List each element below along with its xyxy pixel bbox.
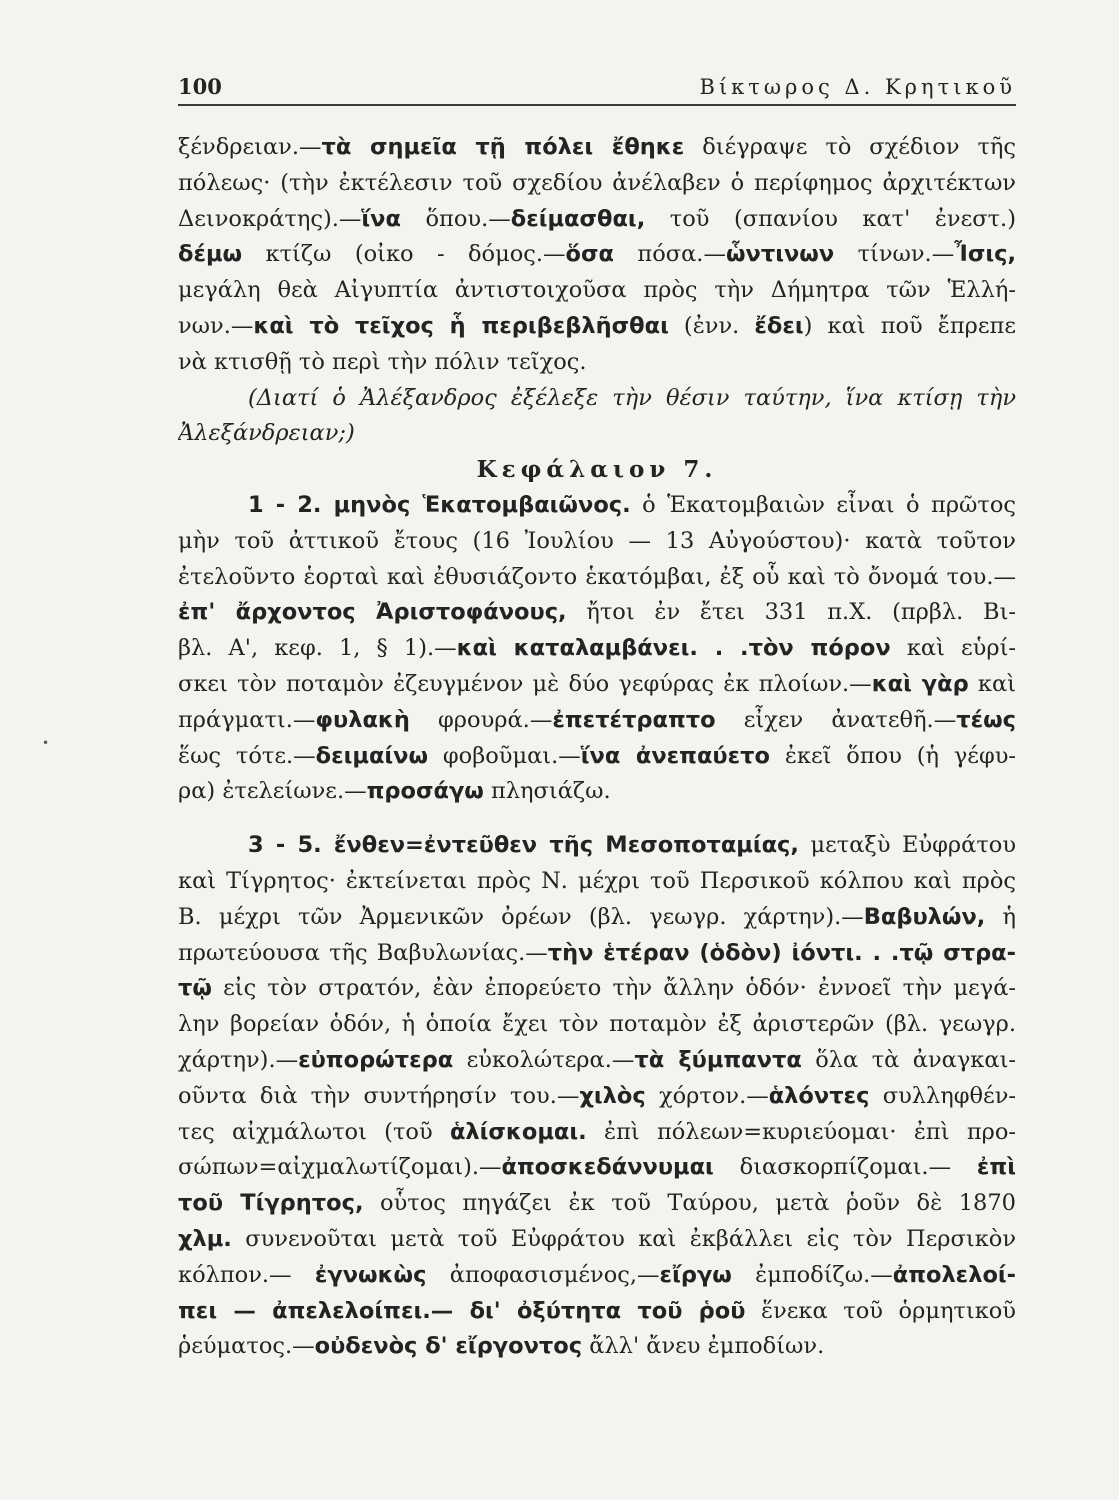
text-line <box>178 345 1016 381</box>
gloss-text: Δεινοκράτης).— <box>178 205 362 232</box>
gloss-text: μεταξὺ Εὐφράτου <box>798 832 1016 859</box>
gloss-text: διέγραψε τὸ σχέδιον τῆς <box>684 134 1016 160</box>
lemma-term: Βαβυλών, <box>863 903 986 930</box>
running-title: Βίκτωρος Δ. Κρητικοῦ <box>699 75 1016 99</box>
text-line <box>178 667 1016 703</box>
gloss-text: ἕως τότε.— <box>178 742 316 769</box>
gloss-text: πράγματι.— <box>178 706 316 733</box>
gloss-text: (ἐνν. <box>668 312 755 339</box>
gloss-text: πλησιάζω. <box>483 778 611 805</box>
text-line <box>178 971 1016 1007</box>
text-line <box>178 774 1016 810</box>
gloss-text: μὴν τοῦ ἀττικοῦ ἔτους (16 Ἰουλίου — 13 Αὐγούστου)· κατὰ τοῦτον <box>178 527 1016 554</box>
gloss-text: ἐμποδίζω.— <box>731 1261 893 1288</box>
lemma-term: προσάγω <box>366 778 484 805</box>
gloss-text: καὶ Τίγρητος· ἐκτείνεται πρὸς Ν. μέχρι τοῦ Περσικοῦ κόλπου καὶ πρὸς <box>178 867 1016 894</box>
text-line <box>178 309 1016 345</box>
lemma-term: καὶ γὰρ <box>871 670 969 697</box>
lemma-term: ἐπὶ <box>976 1154 1016 1181</box>
gloss-text: λην βορείαν ὁδόν, ἡ ὁποία ἔχει τὸν ποταμὸν ἐξ ἀριστερῶν (βλ. γεωγρ. <box>178 1011 1016 1038</box>
lemma-term: δείμασθαι, <box>510 205 646 232</box>
gloss-text: Β. μέχρι τῶν Ἀρμενικῶν ὀρέων (βλ. γεωγρ. χάρτην).— <box>178 903 864 930</box>
lemma-term: ἐπ' ἄρχοντος Ἀριστοφάνους, <box>178 599 567 626</box>
gloss-text: ῥεύματος.— <box>178 1333 315 1360</box>
gloss-text: οῦντα διὰ τὴν συντήρησίν του.— <box>178 1082 580 1109</box>
gloss-text: ρα) ἐτελείωνε.— <box>178 778 367 805</box>
gloss-text: νὰ κτισθῇ τὸ περὶ τὴν πόλιν τεῖχος. <box>178 348 587 375</box>
text-line <box>178 936 1016 972</box>
text-line <box>178 900 1016 936</box>
gloss-text: Ἀλεξάνδρειαν;) <box>178 420 355 447</box>
text-line <box>178 739 1016 775</box>
text-line <box>178 1079 1016 1115</box>
gloss-text: συνενοῦται μετὰ τοῦ Εὐφράτου καὶ ἐκβάλλει εἰς τὸν Περσικὸν <box>231 1225 1016 1252</box>
gloss-text: ἡ <box>985 903 1016 930</box>
lemma-term: ἐγνωκὼς <box>314 1261 427 1288</box>
lemma-term: χλμ. <box>178 1225 232 1252</box>
chapter-heading <box>178 452 1016 488</box>
text-line <box>178 524 1016 560</box>
gloss-text: ἐπὶ πόλεων=κυριεύομαι· ἐπὶ προ- <box>586 1118 1016 1145</box>
paragraph-gap <box>178 810 1016 828</box>
gloss-text: ἀποφασισμένος,— <box>426 1261 660 1288</box>
lemma-term: εἴργω <box>659 1261 732 1288</box>
lemma-term: καὶ τὸ τεῖχος ἧ περιβεβλῆσθαι <box>253 312 669 339</box>
gloss-text: φρουρά.— <box>409 706 553 733</box>
text-line <box>178 488 1016 524</box>
lemma-term: ὅσα <box>565 241 614 268</box>
gloss-text: χάρτην).— <box>178 1046 299 1073</box>
text-line <box>178 1043 1016 1079</box>
gloss-text: ἕνεκα τοῦ ὁρμητικοῦ <box>745 1297 1016 1324</box>
text-line <box>178 595 1016 631</box>
lemma-term: πει — ἀπελελοίπει.— δι' ὀξύτητα τοῦ ῥοῦ <box>178 1297 746 1324</box>
lemma-term: ἔδει <box>754 312 804 339</box>
lemma-term: ἁλίσκομαι. <box>449 1118 587 1145</box>
gloss-text: πόσα.— <box>613 241 726 268</box>
gloss-text: ὁ Ἑκατομβαιὼν εἶναι ὁ πρῶτος <box>630 491 1016 518</box>
gloss-text: χόρτον.— <box>645 1082 769 1109</box>
lemma-term: ἁλόντες <box>768 1082 870 1109</box>
gloss-text: εἶχεν ἀνατεθῆ.— <box>715 706 957 733</box>
gloss-text: πόλεως· (τὴν ἐκτέλεσιν τοῦ σχεδίου ἀνέλαβεν ὁ περίφημος ἀρχιτέκτων <box>178 169 1016 196</box>
lemma-term: ἐπετέτραπτο <box>552 706 716 733</box>
gloss-text: μεγάλη θεὰ Αἰγυπτία ἀντιστοιχοῦσα πρὸς τὴν Δήμητρα τῶν Ἑλλή- <box>178 277 1016 304</box>
lemma-term: φυλακὴ <box>315 706 410 733</box>
gloss-text: κτίζω (οἰκο - δόμος.— <box>242 241 566 268</box>
lemma-term: τὰ ξύμπαντα <box>634 1046 802 1073</box>
text-line <box>178 828 1016 864</box>
gloss-text: ἐτελοῦντο ἑορταὶ καὶ ἐθυσιάζοντο ἑκατόμβαι, ἐξ οὗ καὶ τὸ ὄνομά του.— <box>178 563 1016 590</box>
gloss-text: ἐκεῖ ὅπου (ἡ γέφυ- <box>769 742 1016 769</box>
lemma-term: ὧντινων <box>725 241 835 268</box>
text-line <box>178 631 1016 667</box>
lemma-term: τὴν ἑτέραν (ὁδὸν) ἰόντι. . .τῷ στρα- <box>547 939 1016 966</box>
lemma-term: Ἶσις, <box>954 241 1016 268</box>
gloss-text: τες αἰχμάλωτοι (τοῦ <box>178 1118 450 1145</box>
text-line <box>178 1007 1016 1043</box>
question-line <box>178 381 1016 417</box>
gloss-text: εὐκολώτερα.— <box>453 1046 635 1073</box>
lemma-term: ἀπολελοί- <box>892 1261 1016 1288</box>
page-number: 100 <box>178 74 222 99</box>
text-line <box>178 1150 1016 1186</box>
gloss-text: βλ. Α', κεφ. 1, § 1).— <box>178 635 457 662</box>
text-line <box>178 703 1016 739</box>
text-line <box>178 1294 1016 1330</box>
gloss-text: Κεφάλαιον 7. <box>476 456 718 484</box>
gloss-text: καὶ εὑρί- <box>890 635 1016 662</box>
lemma-term: 1 - 2. μηνὸς Ἑκατομβαιῶνος. <box>248 491 631 518</box>
text-line <box>178 560 1016 596</box>
text-line <box>178 1222 1016 1258</box>
header-rule <box>178 104 1016 106</box>
gloss-text: καὶ <box>968 670 1016 697</box>
text-line <box>178 1329 1016 1365</box>
gloss-text: ) καὶ ποῦ ἔπρεπε <box>803 312 1016 339</box>
text-line <box>178 864 1016 900</box>
lemma-term: τέως <box>956 706 1016 733</box>
text-line <box>178 1115 1016 1151</box>
gloss-text: κόλπον.— <box>178 1261 315 1288</box>
gloss-text: σκει τὸν ποταμὸν ἐζευγμένον μὲ δύο γεφύρας ἐκ πλοίων.— <box>178 670 872 697</box>
lemma-term: εὐπορώτερα <box>298 1046 454 1073</box>
gloss-text: διασκορπίζομαι.— <box>713 1154 977 1181</box>
lemma-term: ἀποσκεδάννυμαι <box>501 1154 714 1181</box>
question-line <box>178 416 1016 452</box>
margin-mark: • <box>42 736 50 750</box>
lemma-term: οὐδενὸς δ' εἴργοντος <box>314 1333 583 1360</box>
gloss-text: τίνων.— <box>834 241 955 268</box>
gloss-text: συλληφθέν- <box>869 1082 1016 1109</box>
gloss-text: (Διατί ὁ Ἀλέξανδρος ἐξέλεξε τὴν θέσιν ταύτην, ἵνα κτίσῃ τὴν <box>248 384 1016 411</box>
text-line <box>178 1186 1016 1222</box>
gloss-text: πρωτεύουσα τῆς Βαβυλωνίας.— <box>178 939 548 966</box>
gloss-text: εἰς τὸν στρατόν, ἐὰν ἐπορεύετο τὴν ἄλλην ὁδόν· ἐννοεῖ τὴν μεγά- <box>211 975 1016 1002</box>
gloss-text: ὅπου.— <box>400 205 511 232</box>
lemma-term: τοῦ Τίγρητος, <box>178 1190 364 1217</box>
text-line <box>178 237 1016 273</box>
text-line <box>178 166 1016 202</box>
text-line <box>178 273 1016 309</box>
lemma-term: ἵνα ἀνεπαύετο <box>580 742 770 769</box>
gloss-text: ἄλλ' ἄνευ ἐμποδίων. <box>582 1333 825 1360</box>
gloss-text: ὅλα τὰ ἀναγκαι- <box>801 1046 1016 1073</box>
lemma-term: δειμαίνω <box>315 742 429 769</box>
text-line <box>178 202 1016 238</box>
text-line <box>178 1258 1016 1294</box>
gloss-text: ξένδρειαν.— <box>178 134 322 160</box>
commentary-text <box>178 130 1016 1365</box>
gloss-text: νων.— <box>178 312 254 339</box>
lemma-term: τὰ σημεῖα τῇ πόλει ἔθηκε <box>321 134 685 160</box>
gloss-text: σώπων=αἰχμαλωτίζομαι).— <box>178 1154 502 1181</box>
text-line <box>178 130 1016 166</box>
lemma-term: ἵνα <box>361 205 401 232</box>
gloss-text: οὗτος πηγάζει ἐκ τοῦ Ταύρου, μετὰ ῥοῦν δὲ 1870 <box>363 1190 1016 1217</box>
lemma-term: τῷ <box>178 975 212 1002</box>
lemma-term: χιλὸς <box>579 1082 646 1109</box>
gloss-text: φοβοῦμαι.— <box>428 742 581 769</box>
lemma-term: δέμω <box>178 241 243 268</box>
lemma-term: καὶ καταλαμβάνει. . .τὸν πόρον <box>456 635 891 662</box>
gloss-text: τοῦ (σπανίου κατ' ἐνεστ.) <box>645 205 1016 232</box>
gloss-text: ἤτοι ἐν ἔτει 331 π.Χ. (πρβλ. Βι- <box>566 599 1016 626</box>
lemma-term: 3 - 5. ἔνθεν=ἐντεῦθεν τῆς Μεσοποταμίας, <box>248 832 799 859</box>
